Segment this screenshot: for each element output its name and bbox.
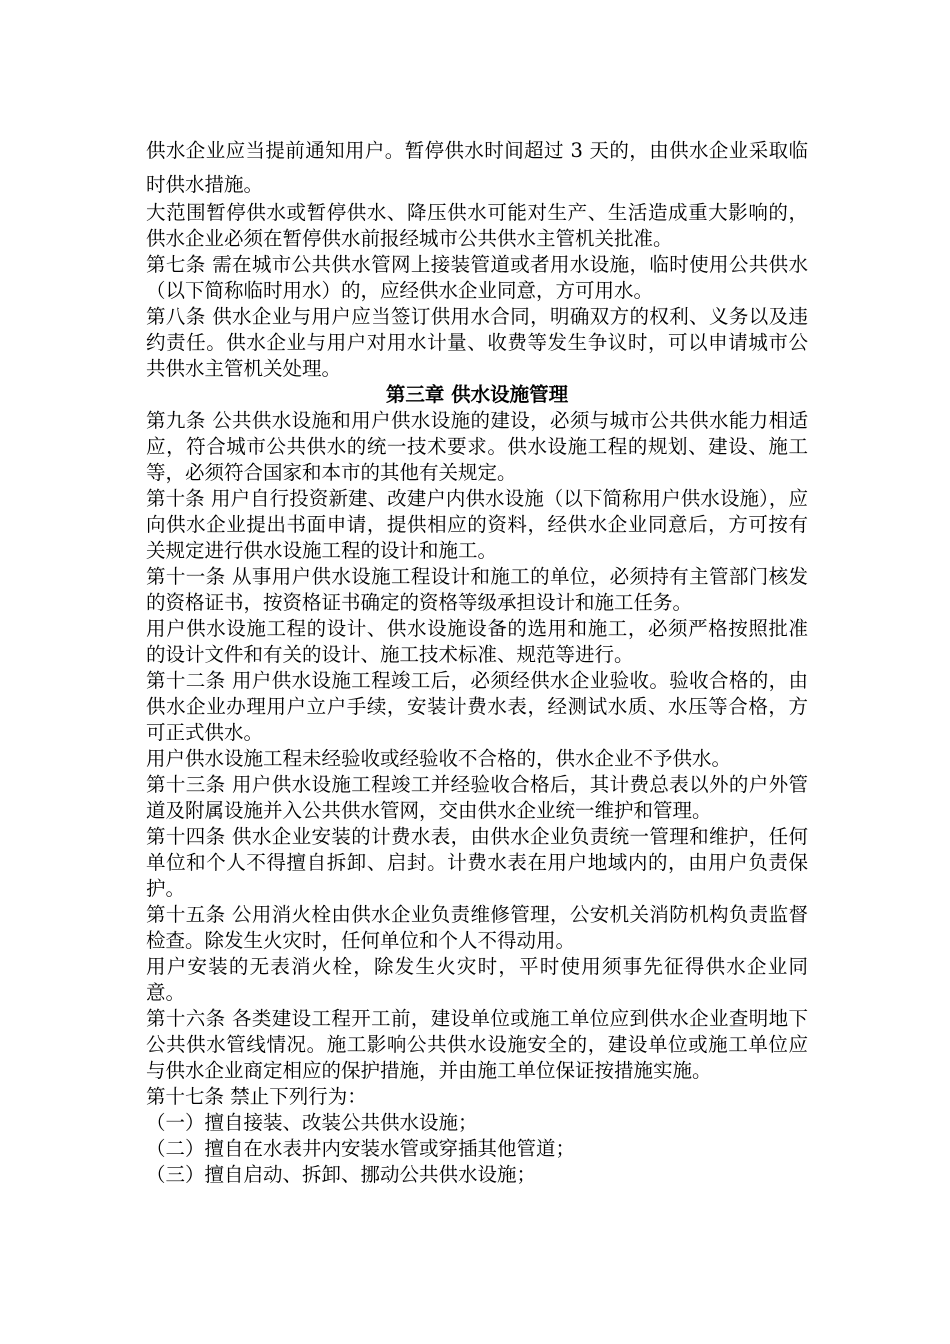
document-page [146,134,808,1188]
paragraph-article-7: 第七条 需在城市公共供水管网上接装管道或者用水设施，临时使用公共供水（以下简称临时用水）的，应经供水企业同意，方可用水。 [146,253,808,302]
list-item: （三）擅自启动、拆卸、挪动公共供水设施； [146,1163,537,1186]
paragraph-article-16: 第十六条 各类建设工程开工前，建设单位或施工单位应到供水企业查明地下公共供水管线情况。施工影响公共供水设施安全的，建设单位或施工单位应与供水企业商定相应的保护措施，并由施工单位保证按措施实施。 [146,1007,808,1082]
paragraph-article-12: 第十二条 用户供水设施工程竣工后，必须经供水企业验收。验收合格的，由供水企业办理用户立户手续，安装计费水表，经测试水质、水压等合格，方可正式供水。 [146,669,808,744]
paragraph-article-10: 第十条 用户自行投资新建、改建户内供水设施（以下简称用户供水设施），应向供水企业提出书面申请，提供相应的资料，经供水企业同意后，方可按有关规定进行供水设施工程的设计和施工。 [146,487,808,562]
paragraph-article-11: 第十一条 从事用户供水设施工程设计和施工的单位，必须持有主管部门核发的资格证书，按资格证书确定的资格等级承担设计和施工任务。 [146,565,808,614]
list-item: （一）擅自接装、改装公共供水设施； [146,1111,478,1134]
paragraph: 用户供水设施工程的设计、供水设施设备的选用和施工，必须严格按照批准的设计文件和有关的设计、施工技术标准、规范等进行。 [146,617,808,666]
paragraph-article-14: 第十四条 供水企业安装的计费水表，由供水企业负责统一管理和维护，任何单位和个人不得擅自拆卸、启封。计费水表在用户地域内的，由用户负责保护。 [146,825,808,900]
paragraph: 供水企业应当提前通知用户。暂停供水时间超过 3 天的，由供水企业采取临时供水措施。 [146,139,808,196]
paragraph-article-13: 第十三条 用户供水设施工程竣工并经验收合格后，其计费总表以外的户外管道及附属设施并入公共供水管网，交由供水企业统一维护和管理。 [146,773,808,822]
paragraph: 用户安装的无表消火栓，除发生火灾时，平时使用须事先征得供水企业同意。 [146,955,808,1004]
paragraph-article-9: 第九条 公共供水设施和用户供水设施的建设，必须与城市公共供水能力相适应，符合城市公共供水的统一技术要求。供水设施工程的规划、建设、施工等，必须符合国家和本市的其他有关规定。 [146,409,808,484]
paragraph-article-8: 第八条 供水企业与用户应当签订供用水合同，明确双方的权利、义务以及违约责任。供水企业与用户对用水计量、收费等发生争议时，可以申请城市公共供水主管机关处理。 [146,305,808,380]
paragraph-article-17: 第十七条 禁止下列行为： [146,1085,367,1108]
paragraph: 大范围暂停供水或暂停供水、降压供水可能对生产、生活造成重大影响的，供水企业必须在暂停供水前报经城市公共供水主管机关批准。 [146,201,808,250]
paragraph: 用户供水设施工程未经验收或经验收不合格的，供水企业不予供水。 [146,747,732,770]
chapter-title: 第三章 供水设施管理 [385,383,569,406]
list-item: （二）擅自在水表井内安装水管或穿插其他管道； [146,1137,576,1160]
paragraph-article-15: 第十五条 公用消火栓由供水企业负责维修管理，公安机关消防机构负责监督检查。除发生火灾时，任何单位和个人不得动用。 [146,903,808,952]
